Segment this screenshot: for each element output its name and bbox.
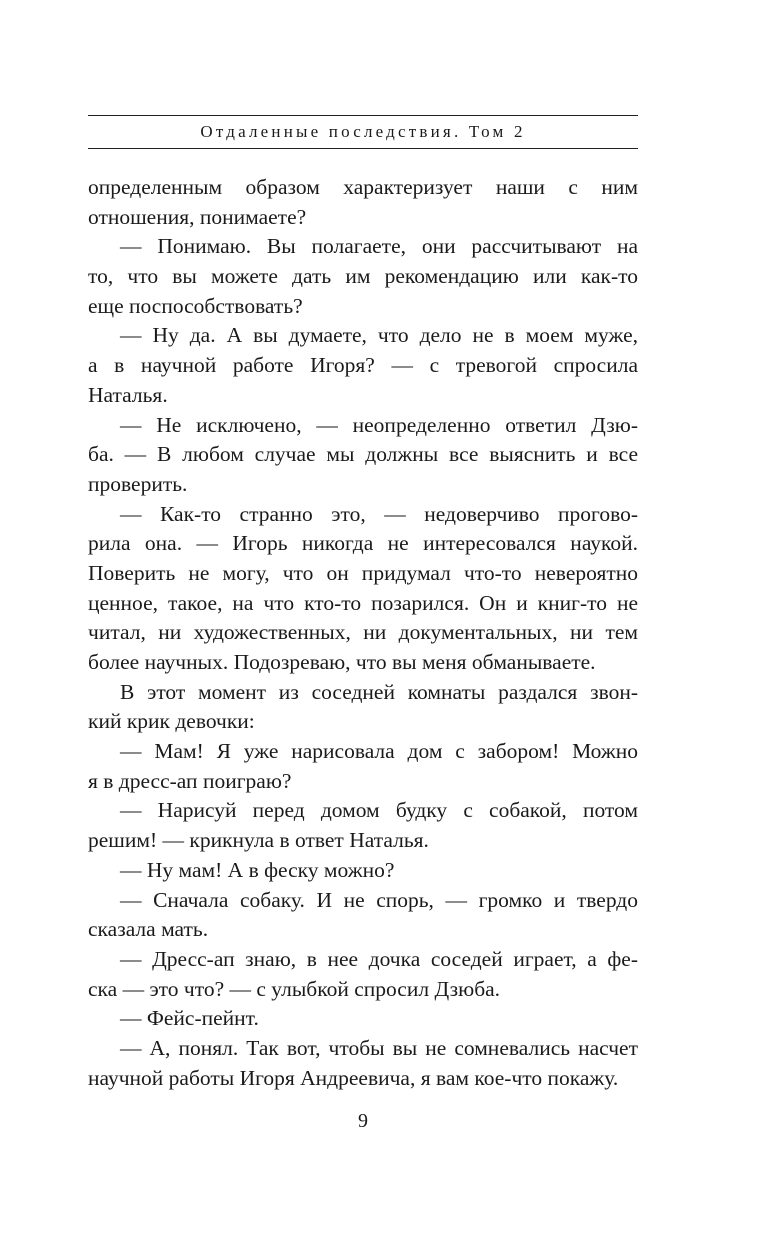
text-line: — Сначала собаку. И не спорь, — громко и твердо [120,887,638,912]
text-line: рила она. — Игорь никогда не интересовался наукой. [88,531,638,556]
text-line: а в научной работе Игоря? — с тревогой спросила [88,353,638,378]
text-line: — Дресс-ап знаю, в нее дочка соседей играет, а фе- [120,946,638,971]
header-rule-top [88,115,638,116]
text-line: В этот момент из соседней комнаты раздался звон- [120,679,638,704]
text-line: сказала мать. [88,917,209,942]
text-line: — Мам! Я уже нарисовала дом с забором! Можно [120,739,638,764]
book-page [88,0,638,1241]
text-line: — Ну мам! А в феску можно? [120,857,395,882]
text-line: более научных. Подозреваю, что вы меня обманываете. [88,650,596,674]
text-line: Поверить не могу, что он придумал что-то невероятно [88,560,638,585]
text-line: определенным образом характеризует наши с ним [88,175,638,199]
text-line: то, что вы можете дать им рекомендацию или как-то [88,264,638,289]
text-line: ценное, такое, на что кто-то позарился. Он и книг-то не [88,590,638,615]
body-text [88,173,638,1093]
text-line: — Понимаю. Вы полагаете, они рассчитывают на [120,234,638,259]
text-line: — Нарисуй перед домом будку с собакой, потом [120,798,638,823]
text-line: еще поспособствовать? [88,293,303,318]
text-line: решим! — крикнула в ответ Наталья. [88,828,429,853]
text-line: — Как-то странно это, — недоверчиво прогово- [120,501,638,526]
text-line: — Не исключено, — неопределенно ответил Дзю- [120,412,638,437]
text-line: научной работы Игоря Андреевича, я вам кое-что покажу. [88,1065,619,1090]
text-line: отношения, понимаете? [88,204,307,229]
running-head: Отдаленные последствия. Том 2 [200,122,526,141]
text-line: — Фейс-пейнт. [120,1006,259,1031]
page-number: 9 [358,1110,368,1132]
text-line: читал, ни художественных, ни документальных, ни тем [88,620,638,645]
text-line: ска — это что? — с улыбкой спросил Дзюба. [88,976,501,1001]
text-line: Наталья. [88,382,168,407]
text-line: — Ну да. А вы думаете, что дело не в моем муже, [120,323,638,348]
text-line: я в дресс-ап поиграю? [88,768,292,793]
text-line: — А, понял. Так вот, чтобы вы не сомневались насчет [120,1035,638,1060]
text-line: проверить. [88,471,188,496]
text-line: ба. — В любом случае мы должны все выяснить и все [88,442,638,467]
header-rule-bottom [88,148,638,149]
text-line: кий крик девочки: [88,709,255,734]
